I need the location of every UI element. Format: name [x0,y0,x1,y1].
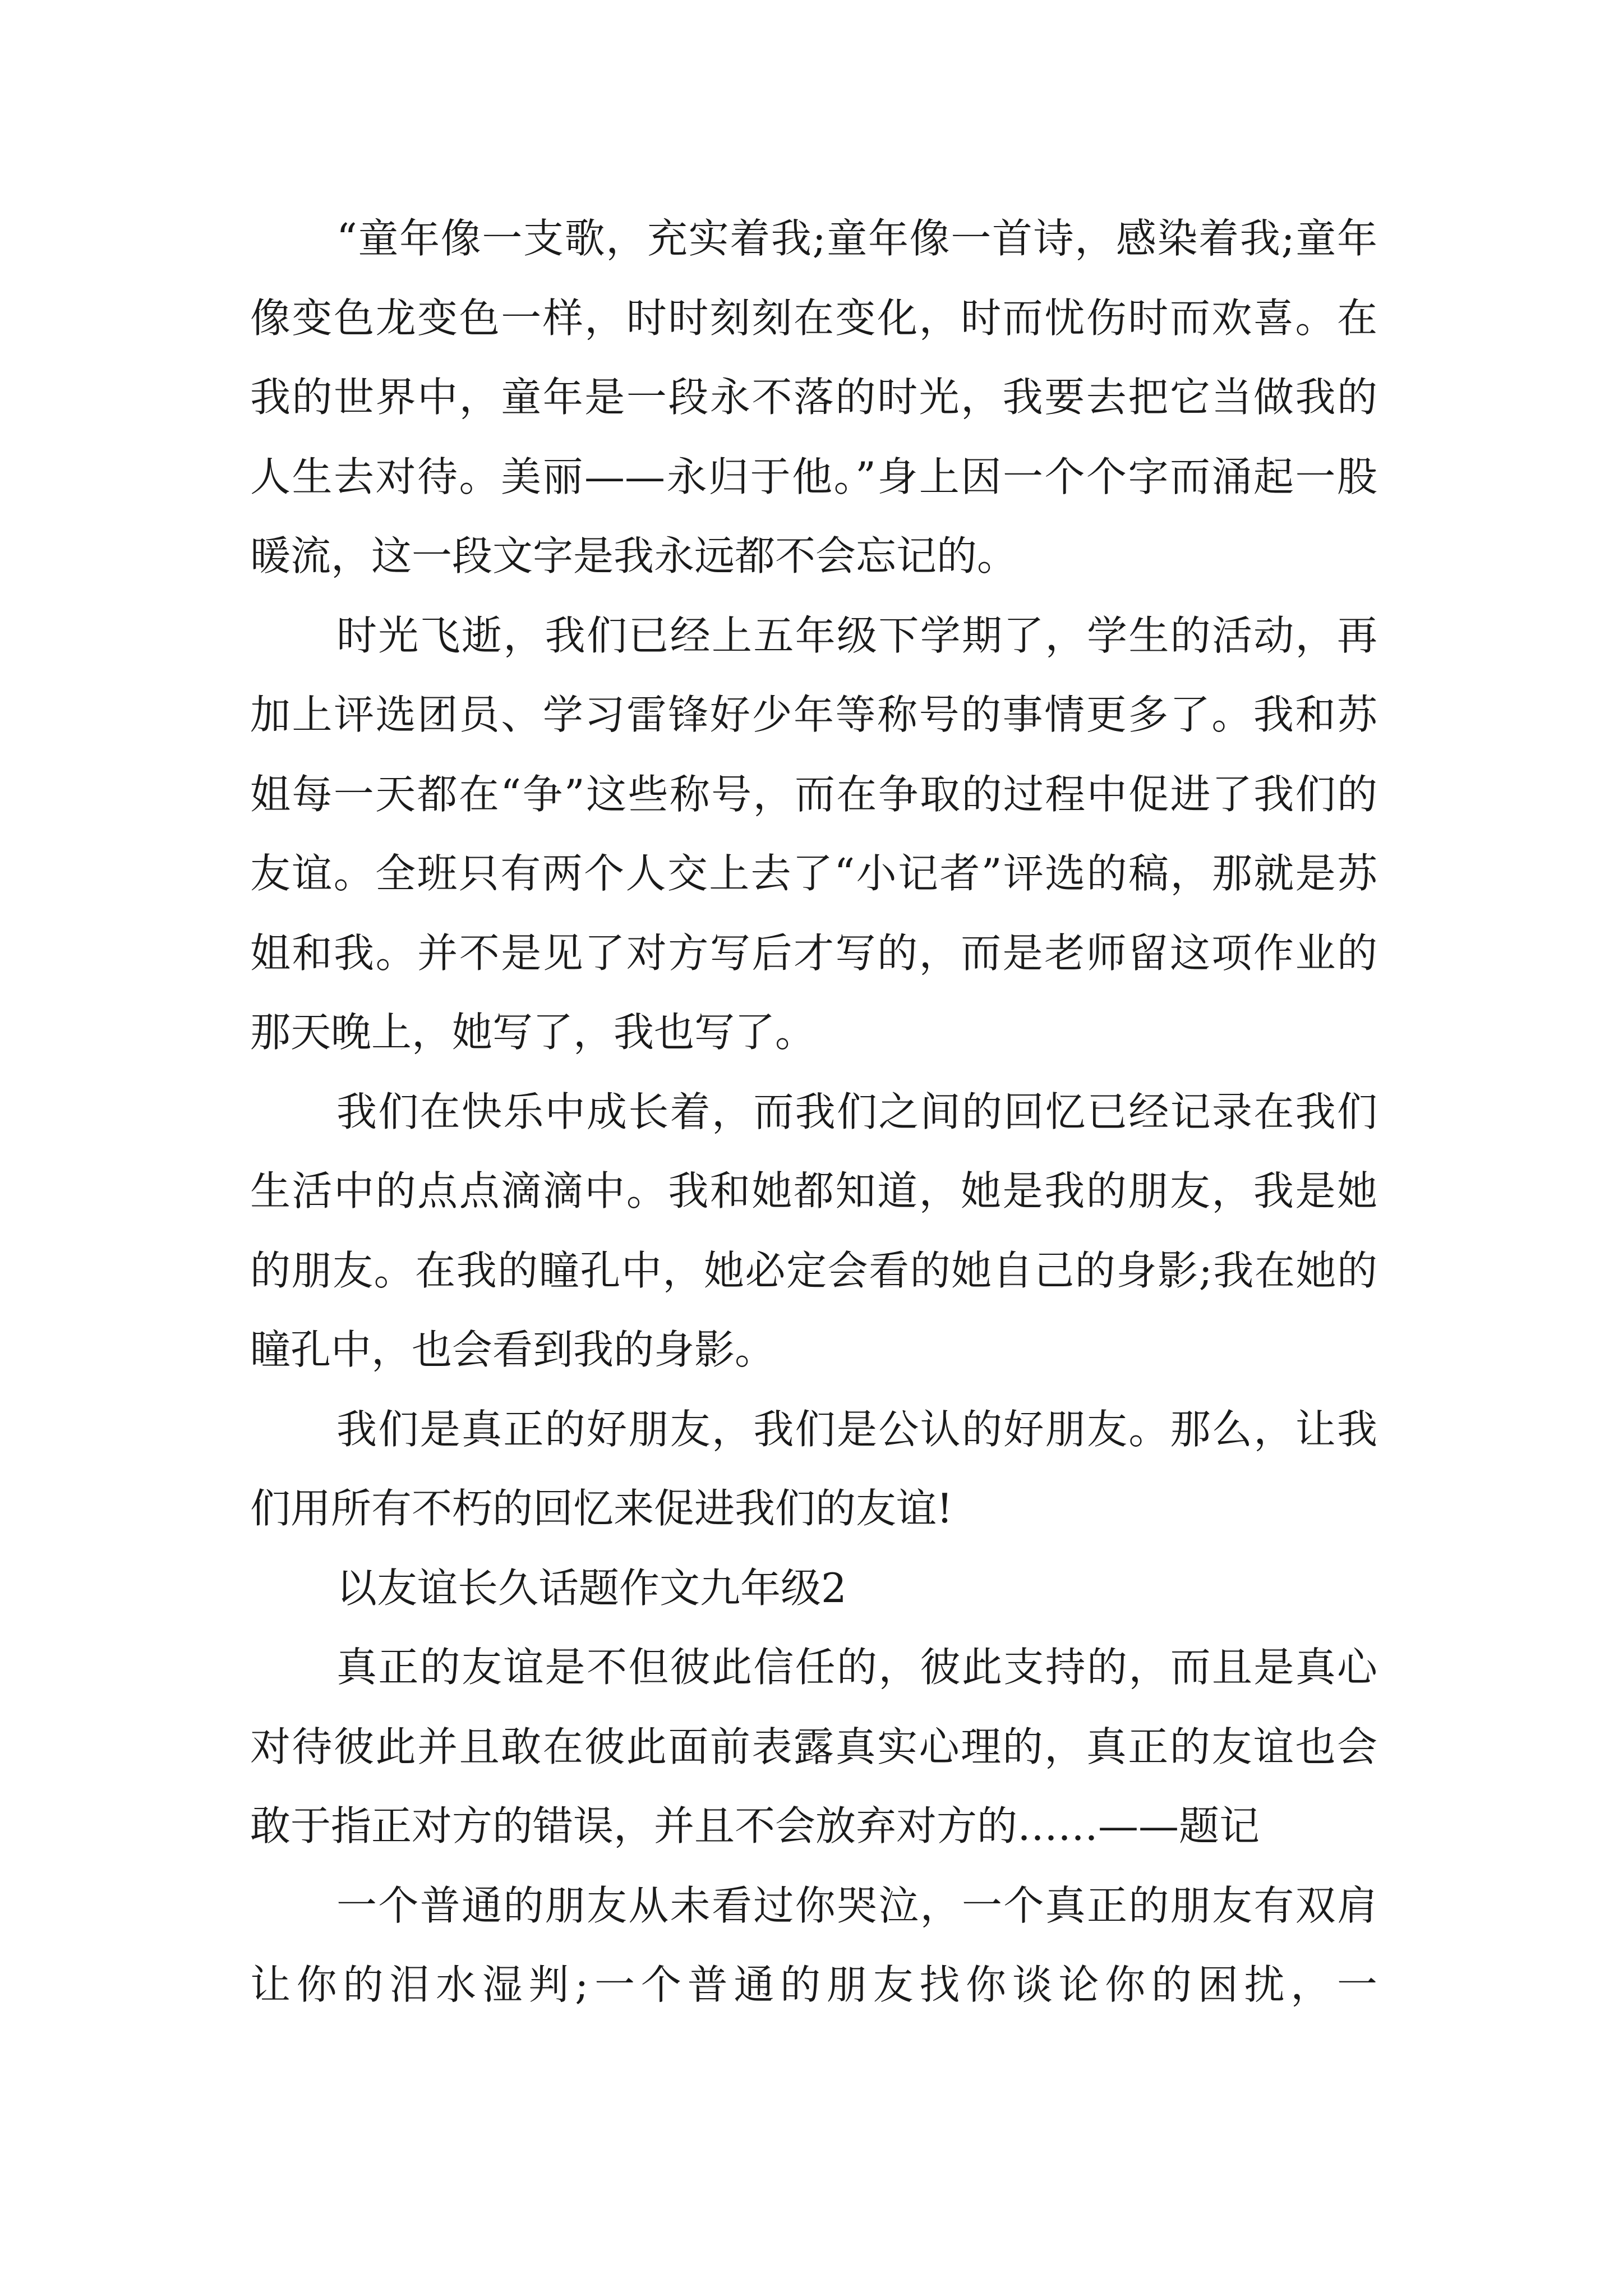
paragraph-ordinary-friend: 一个普通的朋友从未看过你哭泣，一个真正的朋友有双肩让你的泪水湿判;一个普通的朋友找你谈论你的困扰，一 [250,1881,1377,2008]
section-title: 以友谊长久话题作文九年级2 [336,1564,847,1612]
paragraph-growing-up: 我们在快乐中成长着，而我们之间的回忆已经记录在我们生活中的点点滴滴中。我和她都知道，她是我的朋友，我是她的朋友。在我的瞳孔中，她必定会看的她自己的身影;我在她的瞳孔中，也会看到我的身影。 [250,1088,1377,1373]
paragraph-childhood-quote: “童年像一支歌，充实着我;童年像一首诗，感染着我;童年像变色龙变色一样，时时刻刻在变化，时而忧伤时而欢喜。在我的世界中，童年是一段永不落的时光，我要去把它当做我的人生去对待。美丽——永归于他。”身上因一个个字而涌起一股暖流，这一段文字是我永远都不会忘记的。 [250,215,1377,579]
paragraph-epigraph: 真正的友谊是不但彼此信任的，彼此支持的，而且是真心对待彼此并且敢在彼此面前表露真实心理的，真正的友谊也会敢于指正对方的错误，并且不会放弃对方的……——题记 [250,1644,1377,1849]
paragraph-time-flies: 时光飞逝，我们已经上五年级下学期了，学生的活动，再加上评选团员、学习雷锋好少年等称号的事情更多了。我和苏姐每一天都在“争”这些称号，而在争取的过程中促进了我们的友谊。全班只有两个人交上去了“小记者”评选的稿，那就是苏姐和我。并不是见了对方写后才写的，而是老师留这项作业的那天晚上，她写了，我也写了。 [250,611,1377,1056]
paragraph-true-friends: 我们是真正的好朋友，我们是公认的好朋友。那么，让我们用所有不朽的回忆来促进我们的友谊! [250,1405,1377,1532]
document-body [250,199,1377,2025]
